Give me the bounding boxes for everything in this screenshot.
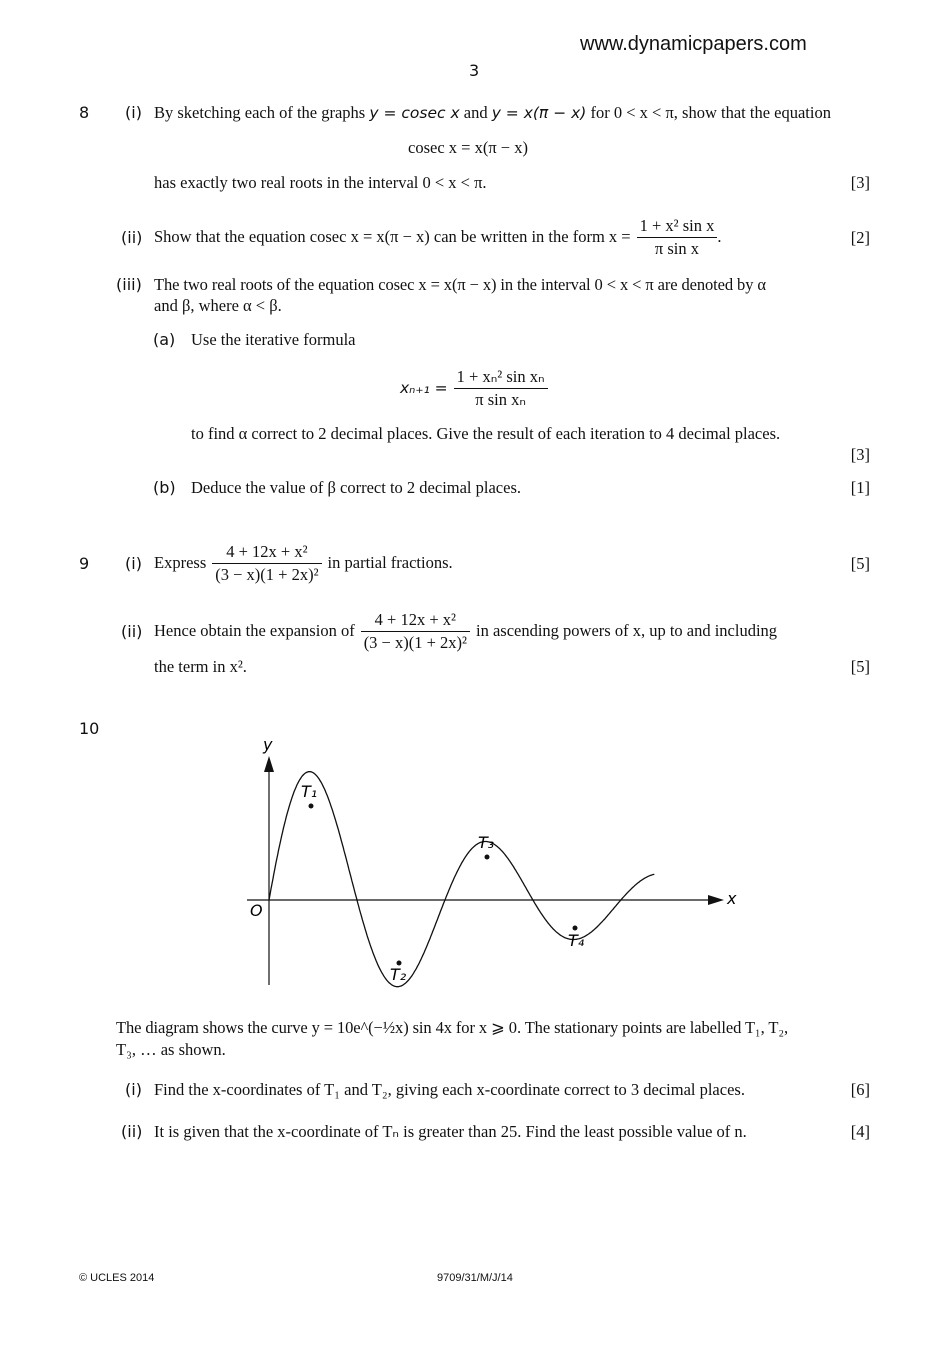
curve-path (269, 772, 654, 987)
q8-a-marks: [3] (850, 445, 870, 464)
t3-label: T₃ (478, 833, 495, 852)
q8-b-marks: [1] (850, 478, 870, 497)
q10-i-marks: [6] (850, 1080, 870, 1099)
q8-part-b-label: (b) (153, 478, 176, 497)
t4-label: T₄ (568, 931, 585, 950)
x-axis-label: x (727, 889, 737, 908)
t3-point (485, 855, 490, 860)
q8-part-a-text: Use the iterative formula (191, 330, 356, 349)
q9-part-ii-line2: the term in x². (154, 657, 247, 676)
q9-part-ii-text: Hence obtain the expansion of $\frac{\text{4 + 12x + x²}}{\text{(3 − x)(1 + 2x)²}}$ in ascending powers of x, up to and including (154, 609, 778, 652)
q8-ii-marks: [2] (850, 228, 870, 247)
q9-ii-marks: [5] (850, 657, 870, 676)
q9-part-ii-label: (ii) (121, 622, 143, 641)
q8-part-iii-line1: The two real roots of the equation cosec x = x(π − x) in the interval 0 < x < π are denoted by α (154, 275, 766, 294)
q8-part-iii-line2: and β, where α < β. (154, 296, 282, 315)
question-8-number: 8 (79, 103, 90, 122)
t2-label: T₂ (390, 965, 407, 984)
q10-intro-line2: T₃, … as shown. (116, 1040, 226, 1059)
q8-part-a-text2: to find α correct to 2 decimal places. Give the result of each iteration to 4 decimal places. (191, 424, 781, 443)
q8-i-marks: [3] (850, 173, 870, 192)
origin-label: O (250, 901, 263, 920)
q10-part-ii-text: It is given that the x-coordinate of Tₙ is greater than 25. Find the least possible value of n. (154, 1122, 747, 1141)
q9-part-i-label: (i) (125, 554, 142, 573)
q8-iterative-formula: xₙ₊₁ = $\frac{\text{1 + xₙ² sin xₙ}}{\text{π sin xₙ}}$ (400, 364, 548, 412)
q10-part-i-text: Find the x-coordinates of T₁ and T₂, giving each x-coordinate correct to 3 decimal places. (154, 1080, 745, 1099)
y-axis-label: y (263, 735, 273, 754)
question-9-number: 9 (79, 554, 90, 573)
q9-i-marks: [5] (850, 554, 870, 573)
q8-part-b-text: Deduce the value of β correct to 2 decimal places. (191, 478, 521, 497)
q10-part-ii-label: (ii) (121, 1122, 143, 1141)
q8-part-iii-label: (iii) (116, 275, 142, 294)
q8-ii-fraction: $\frac{\text{1 + x² sin x}}{\text{π sin x}}$ (637, 216, 718, 259)
y-axis-arrow (264, 756, 274, 772)
t1-label: T₁ (301, 782, 318, 801)
question-10-number: 10 (79, 719, 100, 738)
q8-centered-equation: cosec x = x(π − x) (408, 138, 528, 157)
q9-part-i-text: Express $\frac{\text{4 + 12x + x²}}{\text{(3 − x)(1 + 2x)²}}$ in partial fractions. (154, 541, 453, 584)
q10-ii-marks: [4] (850, 1122, 870, 1141)
q8-part-i-label: (i) (125, 103, 142, 122)
q8-part-ii-label: (ii) (121, 228, 143, 247)
t4-point (573, 926, 578, 931)
q8-part-ii-text: Show that the equation cosec x = x(π − x) can be written in the form x = $\frac{\text{1 + x² sin x}}{\text{π sin x}}$ . (154, 215, 722, 258)
q8-part-i-text: By sketching each of the graphs y = cosec x and y = x(π − x) for 0 < x < π, show that the equation (154, 103, 831, 122)
q10-part-i-label: (i) (125, 1080, 142, 1099)
q8-part-a-label: (a) (153, 330, 176, 349)
website-url: www.dynamicpapers.com (580, 33, 807, 55)
q8-part-i-text-b: has exactly two real roots in the interval 0 < x < π. (154, 173, 487, 192)
t1-point (309, 804, 314, 809)
footer-copyright: © UCLES 2014 (79, 1272, 155, 1284)
x-axis-arrow (708, 895, 724, 905)
q10-intro-line1: The diagram shows the curve y = 10e^(−½x) sin 4x for x ⩾ 0. The stationary points are labelled T₁, T₂, (116, 1018, 788, 1037)
footer-paper-code: 9709/31/M/J/14 (437, 1272, 513, 1284)
page-number: 3 (469, 61, 480, 80)
